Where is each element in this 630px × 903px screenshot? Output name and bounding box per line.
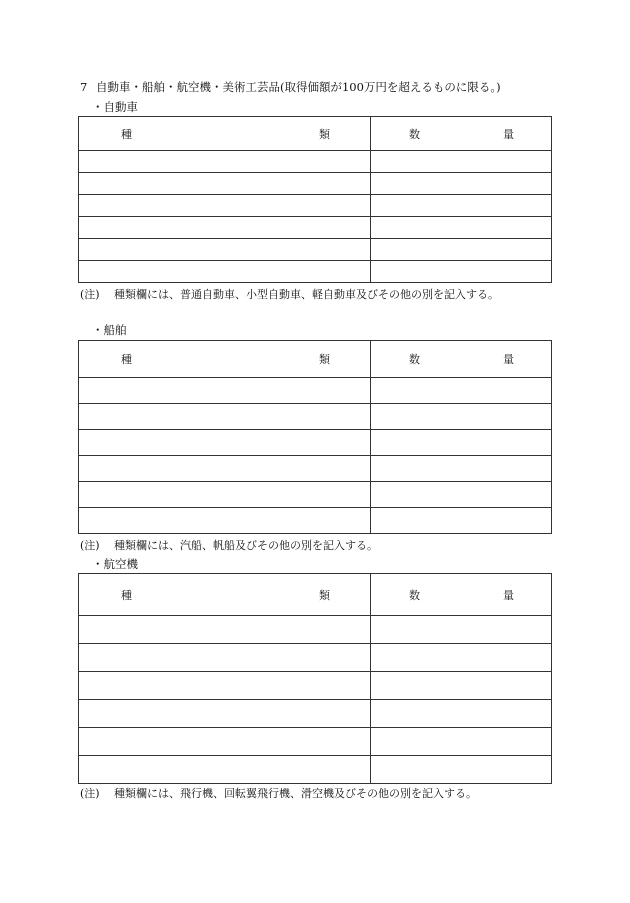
kind-header-char-1: 種: [121, 588, 132, 602]
quantity-header-char-1: 数: [409, 353, 420, 366]
table-row: [79, 482, 552, 508]
quantity-cell[interactable]: [371, 404, 552, 430]
kind-cell[interactable]: [79, 644, 371, 672]
kind-cell[interactable]: [79, 239, 371, 261]
table-row: [79, 672, 552, 700]
table-row: [79, 456, 552, 482]
automobile-note: [80, 289, 499, 300]
table-row: [79, 430, 552, 456]
kind-header-char-1: 種: [121, 127, 132, 141]
quantity-cell[interactable]: [371, 430, 552, 456]
quantity-cell[interactable]: [371, 482, 552, 508]
quantity-cell[interactable]: [371, 217, 552, 239]
table-row: [79, 173, 552, 195]
quantity-cell[interactable]: [371, 672, 552, 700]
ship-note: [80, 540, 378, 551]
ship-note-text: 種類欄には、汽船、帆船及びその他の別を記入する。: [114, 539, 378, 552]
quantity-header: [371, 117, 552, 151]
kind-header: [79, 574, 371, 616]
note-prefix: (注): [80, 288, 100, 301]
kind-cell[interactable]: [79, 756, 371, 784]
quantity-cell[interactable]: [371, 644, 552, 672]
kind-cell[interactable]: [79, 261, 371, 283]
quantity-cell[interactable]: [371, 700, 552, 728]
table-header-row: [79, 341, 552, 378]
kind-cell[interactable]: [79, 672, 371, 700]
kind-cell[interactable]: [79, 173, 371, 195]
automobile-table: [78, 116, 552, 283]
quantity-cell[interactable]: [371, 378, 552, 404]
table-row: [79, 756, 552, 784]
table-header-row: [79, 117, 552, 151]
table-row: [79, 404, 552, 430]
table-row: [79, 700, 552, 728]
kind-cell[interactable]: [79, 430, 371, 456]
section-number: 7: [80, 80, 88, 94]
quantity-header-char-2: 量: [503, 127, 514, 141]
note-prefix: (注): [80, 787, 100, 800]
quantity-header: [371, 341, 552, 378]
kind-header-char-2: 類: [319, 353, 330, 366]
kind-cell[interactable]: [79, 195, 371, 217]
ship-label: ・船舶: [92, 323, 127, 337]
quantity-header-char-1: 数: [409, 588, 420, 602]
ship-table: [78, 340, 552, 534]
table-row: [79, 217, 552, 239]
automobile-label: ・自動車: [92, 100, 138, 114]
kind-header: [79, 117, 371, 151]
aircraft-table: [78, 573, 552, 784]
table-row: [79, 378, 552, 404]
aircraft-note-text: 種類欄には、飛行機、回転翼飛行機、滑空機及びその他の別を記入する。: [114, 787, 477, 800]
quantity-cell[interactable]: [371, 616, 552, 644]
quantity-cell[interactable]: [371, 261, 552, 283]
table-row: [79, 151, 552, 173]
kind-cell[interactable]: [79, 508, 371, 534]
table-row: [79, 195, 552, 217]
table-row: [79, 644, 552, 672]
kind-header-char-2: 類: [319, 127, 330, 141]
aircraft-note: [80, 788, 477, 799]
note-prefix: (注): [80, 539, 100, 552]
kind-cell[interactable]: [79, 700, 371, 728]
quantity-cell[interactable]: [371, 508, 552, 534]
table-header-row: [79, 574, 552, 616]
table-row: [79, 261, 552, 283]
table-row: [79, 728, 552, 756]
section-title: [80, 82, 501, 94]
quantity-header-char-1: 数: [409, 127, 420, 141]
kind-header-char-1: 種: [121, 353, 132, 366]
kind-cell[interactable]: [79, 728, 371, 756]
table-row: [79, 508, 552, 534]
kind-cell[interactable]: [79, 217, 371, 239]
kind-cell[interactable]: [79, 151, 371, 173]
kind-cell[interactable]: [79, 378, 371, 404]
quantity-cell[interactable]: [371, 151, 552, 173]
quantity-cell[interactable]: [371, 756, 552, 784]
kind-cell[interactable]: [79, 482, 371, 508]
quantity-cell[interactable]: [371, 195, 552, 217]
quantity-cell[interactable]: [371, 239, 552, 261]
kind-cell[interactable]: [79, 456, 371, 482]
section-title-text: 自動車・船舶・航空機・美術工芸品(取得価額が100万円を超えるものに限る。): [96, 80, 501, 94]
kind-cell[interactable]: [79, 404, 371, 430]
quantity-header-char-2: 量: [503, 353, 514, 366]
kind-cell[interactable]: [79, 616, 371, 644]
quantity-cell[interactable]: [371, 456, 552, 482]
quantity-cell[interactable]: [371, 728, 552, 756]
table-row: [79, 239, 552, 261]
quantity-header: [371, 574, 552, 616]
automobile-note-text: 種類欄には、普通自動車、小型自動車、軽自動車及びその他の別を記入する。: [114, 288, 499, 301]
kind-header-char-2: 類: [319, 588, 330, 602]
table-row: [79, 616, 552, 644]
kind-header: [79, 341, 371, 378]
quantity-header-char-2: 量: [503, 588, 514, 602]
quantity-cell[interactable]: [371, 173, 552, 195]
aircraft-label: ・航空機: [92, 557, 138, 571]
